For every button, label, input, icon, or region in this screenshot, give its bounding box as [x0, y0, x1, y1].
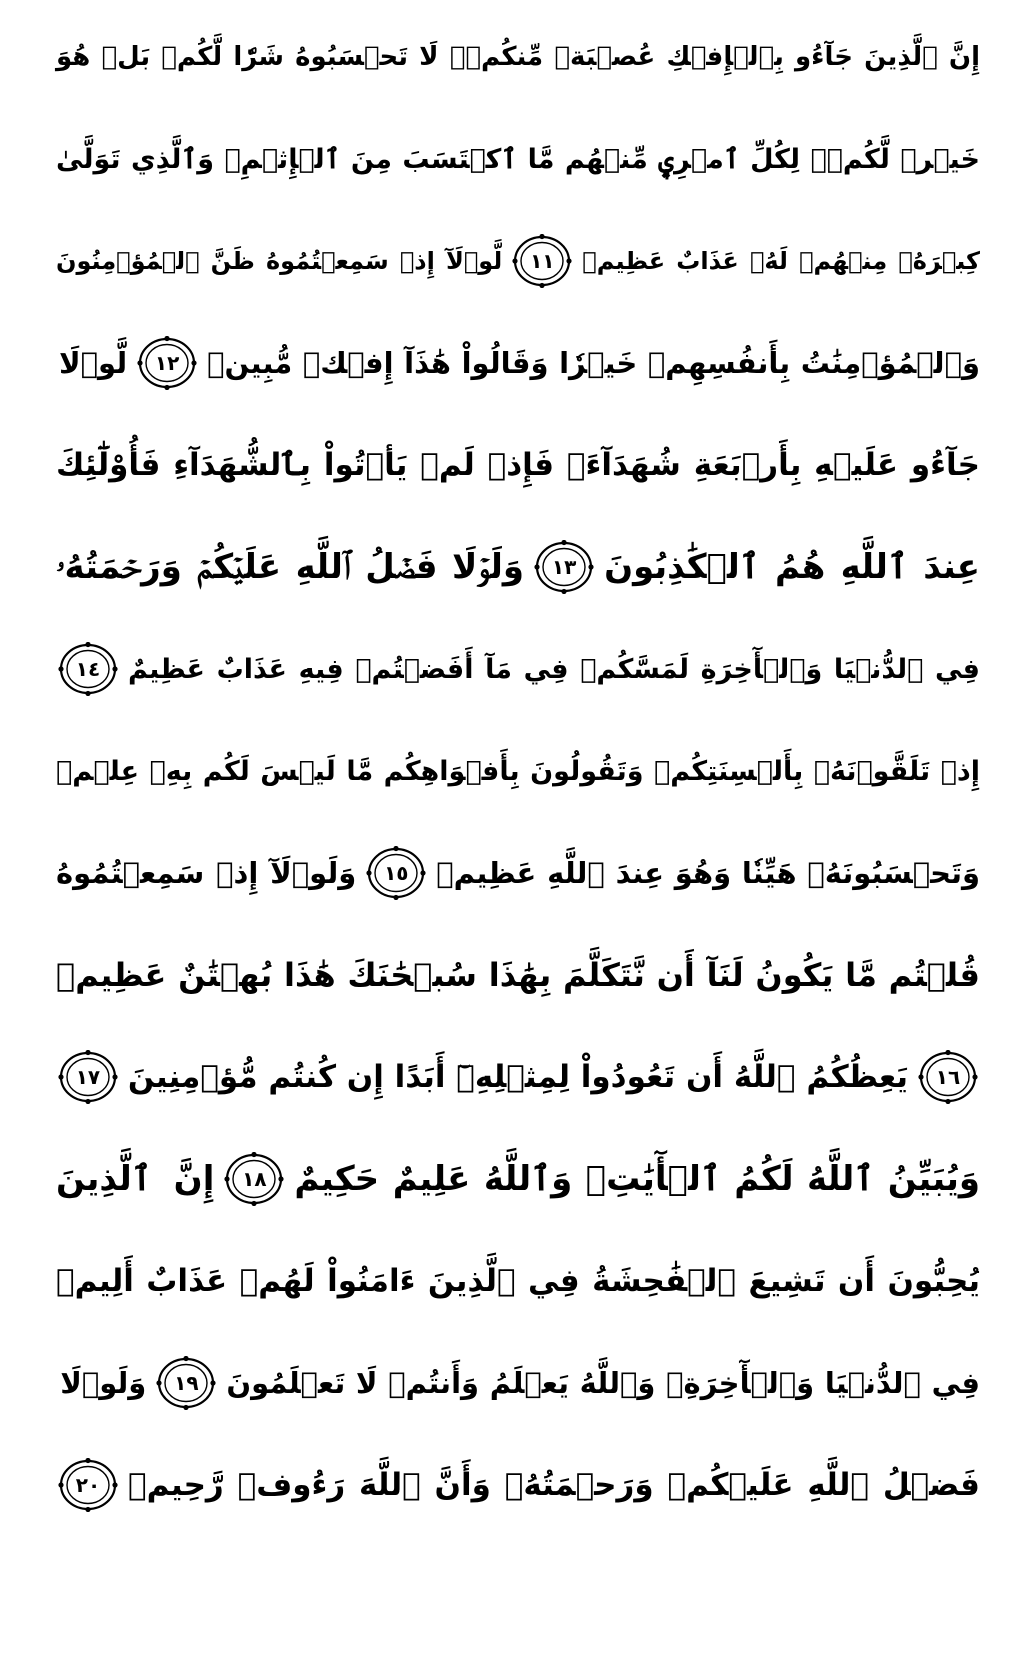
ornament-knot	[58, 666, 63, 671]
ornament-knot	[58, 1074, 63, 1079]
verse-text: إِذۡ تَلَقَّوۡنَهُۥ بِأَلۡسِنَتِكُمۡ وَتَقُولُونَ بِأَفۡوَاهِكُم مَّا لَيۡسَ لَكُم بِهِۦ عِلۡمٞ	[56, 755, 980, 787]
ayah-end-marker	[224, 1152, 284, 1206]
ornament-knot	[85, 691, 90, 696]
ornament-knot	[85, 1099, 90, 1104]
ornament-knot	[112, 666, 117, 671]
verse-text: وَلَوۡلَا فَضۡلُ ٱللَّهِ عَلَيۡكُمۡ وَرَحۡمَتُهُۥ	[55, 547, 525, 587]
ornament-knot	[225, 1176, 230, 1181]
ornament-knot	[211, 1380, 216, 1385]
verse-text: خَيۡرٞ لَّكُمۡۚ لِكُلِّ ٱمۡرِيٕٖ مِّنۡهُم مَّا ٱكۡتَسَبَ مِنَ ٱلۡإِثۡمِۚ وَٱلَّذِي تَوَلَّىٰ	[56, 143, 980, 175]
ayah-end-marker	[534, 540, 594, 594]
verse-line	[52, 108, 984, 210]
verse-text: وَتَحۡسَبُونَهُۥ هَيِّنٗا وَهُوَ عِندَ ٱللَّهِ عَظِيمٞ	[436, 855, 980, 890]
ayah-end-marker	[58, 1458, 118, 1512]
verse-text: لَّوۡلَآ إِذۡ سَمِعۡتُمُوهُ ظَنَّ ٱلۡمُؤۡمِنُونَ	[55, 247, 503, 275]
ayah-end-marker	[58, 642, 118, 696]
ayah-number: ١٦	[935, 1065, 961, 1089]
verse-text: وَلَوۡلَآ إِذۡ سَمِعۡتُمُوهُ	[56, 855, 357, 890]
verse-line	[52, 414, 984, 516]
ornament-knot	[85, 642, 90, 647]
verse-line	[52, 822, 984, 924]
ornament-knot	[561, 540, 566, 545]
verse-text: قُلۡتُم مَّا يَكُونُ لَنَآ أَن نَّتَكَلَّمَ بِهَٰذَا سُبۡحَٰنَكَ هَٰذَا بُهۡتَٰنٌ عَظِيمٞ	[56, 956, 980, 994]
ornament-knot	[394, 895, 399, 900]
ayah-number: ١١	[530, 249, 555, 273]
ornament-knot	[279, 1176, 284, 1181]
ornament-knot	[252, 1152, 257, 1157]
ornament-knot	[85, 1050, 90, 1055]
ornament-knot	[588, 564, 593, 569]
ornament-knot	[192, 360, 197, 365]
verse-text: إِنَّ ٱلَّذِينَ	[55, 1159, 215, 1199]
ornament-knot	[112, 1482, 117, 1487]
ayah-end-marker	[512, 234, 572, 288]
verse-text: جَآءُو عَلَيۡهِ بِأَرۡبَعَةِ شُهَدَآءَۚ فَإِذۡ لَمۡ يَأۡتُواْ بِٱلشُّهَدَآءِ فَأُوْلَٰٓئِكَ	[56, 446, 980, 483]
verse-line	[52, 516, 984, 618]
ornament-knot	[157, 1380, 162, 1385]
ayah-end-marker	[366, 846, 426, 900]
verse-text: وَٱلۡمُؤۡمِنَٰتُ بِأَنفُسِهِمۡ خَيۡرٗا وَقَالُواْ هَٰذَآ إِفۡكٞ مُّبِينٞ	[207, 345, 980, 380]
ayah-end-marker	[58, 1050, 118, 1104]
ornament-knot	[972, 1074, 977, 1079]
verse-line	[52, 720, 984, 822]
ornament-knot	[58, 1482, 63, 1487]
ornament-knot	[540, 283, 545, 288]
verse-line	[52, 924, 984, 1026]
ornament-knot	[85, 1458, 90, 1463]
ayah-number: ٢٠	[75, 1473, 101, 1497]
ornament-knot	[567, 258, 572, 263]
verse-text: عِندَ ٱللَّهِ هُمُ ٱلۡكَٰذِبُونَ	[604, 547, 980, 587]
ayah-number: ١٨	[242, 1167, 267, 1191]
verse-line	[52, 1128, 984, 1230]
verse-text: يُحِبُّونَ أَن تَشِيعَ ٱلۡفَٰحِشَةُ فِي ٱلَّذِينَ ءَامَنُواْ لَهُمۡ عَذَابٌ أَلِيمٞ	[56, 1262, 980, 1299]
verse-line	[52, 312, 984, 414]
verse-line	[52, 1434, 984, 1536]
verse-line	[52, 1026, 984, 1128]
verse-text: لَّوۡلَا	[59, 345, 128, 380]
verse-text: فِي ٱلدُّنۡيَا وَٱلۡأٓخِرَةِ لَمَسَّكُمۡ فِي مَآ أَفَضۡتُمۡ فِيهِ عَذَابٌ عَظِيمٌ	[128, 653, 980, 685]
ornament-knot	[252, 1201, 257, 1206]
ayah-number: ١٤	[75, 657, 101, 681]
verse-text: يَعِظُكُمُ ٱللَّهُ أَن تَعُودُواْ لِمِثۡلِهِۦٓ أَبَدًا إِن كُنتُم مُّؤۡمِنِينَ	[127, 1058, 908, 1095]
ornament-knot	[367, 870, 372, 875]
ornament-knot	[918, 1074, 923, 1079]
ornament-knot	[184, 1405, 189, 1410]
ornament-knot	[945, 1050, 950, 1055]
verse-text: فِي ٱلدُّنۡيَا وَٱلۡأٓخِرَةِۚ وَٱللَّهُ يَعۡلَمُ وَأَنتُمۡ لَا تَعۡلَمُونَ	[226, 1365, 980, 1400]
verse-line	[52, 618, 984, 720]
ornament-knot	[165, 336, 170, 341]
ayah-number: ١٣	[551, 555, 577, 579]
verse-text: إِنَّ ٱلَّذِينَ جَآءُو بِٱلۡإِفۡكِ عُصۡبَةٞ مِّنكُمۡۚ لَا تَحۡسَبُوهُ شَرّٗا لَّكُمۖ بَلۡ هُوَ	[56, 42, 980, 72]
ornament-knot	[394, 846, 399, 851]
verse-line	[52, 6, 984, 108]
ayah-end-marker	[137, 336, 197, 390]
ornament-knot	[184, 1356, 189, 1361]
ayah-end-marker	[156, 1356, 216, 1410]
ayah-number: ١٥	[384, 861, 409, 885]
ornament-knot	[421, 870, 426, 875]
ornament-knot	[85, 1507, 90, 1512]
ornament-knot	[138, 360, 143, 365]
verse-text: وَلَوۡلَا	[60, 1365, 147, 1400]
ornament-knot	[540, 234, 545, 239]
verse-line	[52, 210, 984, 312]
verse-text: كِبۡرَهُۥ مِنۡهُمۡ لَهُۥ عَذَابٌ عَظِيمٞ	[582, 247, 980, 275]
ayah-number: ١٢	[154, 351, 180, 375]
ayah-number: ١٧	[75, 1065, 101, 1089]
ornament-knot	[945, 1099, 950, 1104]
ornament-knot	[534, 564, 539, 569]
ayah-end-marker	[918, 1050, 978, 1104]
verse-line	[52, 1332, 984, 1434]
verse-text: فَضۡلُ ٱللَّهِ عَلَيۡكُمۡ وَرَحۡمَتُهُۥ وَأَنَّ ٱللَّهَ رَءُوفٞ رَّحِيمٞ	[128, 1466, 980, 1503]
ayah-number: ١٩	[174, 1371, 199, 1395]
verse-line	[52, 1230, 984, 1332]
ornament-knot	[165, 385, 170, 390]
ornament-knot	[112, 1074, 117, 1079]
verse-text: وَيُبَيِّنُ ٱللَّهُ لَكُمُ ٱلۡأٓيَٰتِۚ وَٱللَّهُ عَلِيمٌ حَكِيمٌ	[294, 1159, 980, 1199]
ornament-knot	[561, 589, 566, 594]
ornament-knot	[513, 258, 518, 263]
verse-lines	[52, 6, 984, 1536]
